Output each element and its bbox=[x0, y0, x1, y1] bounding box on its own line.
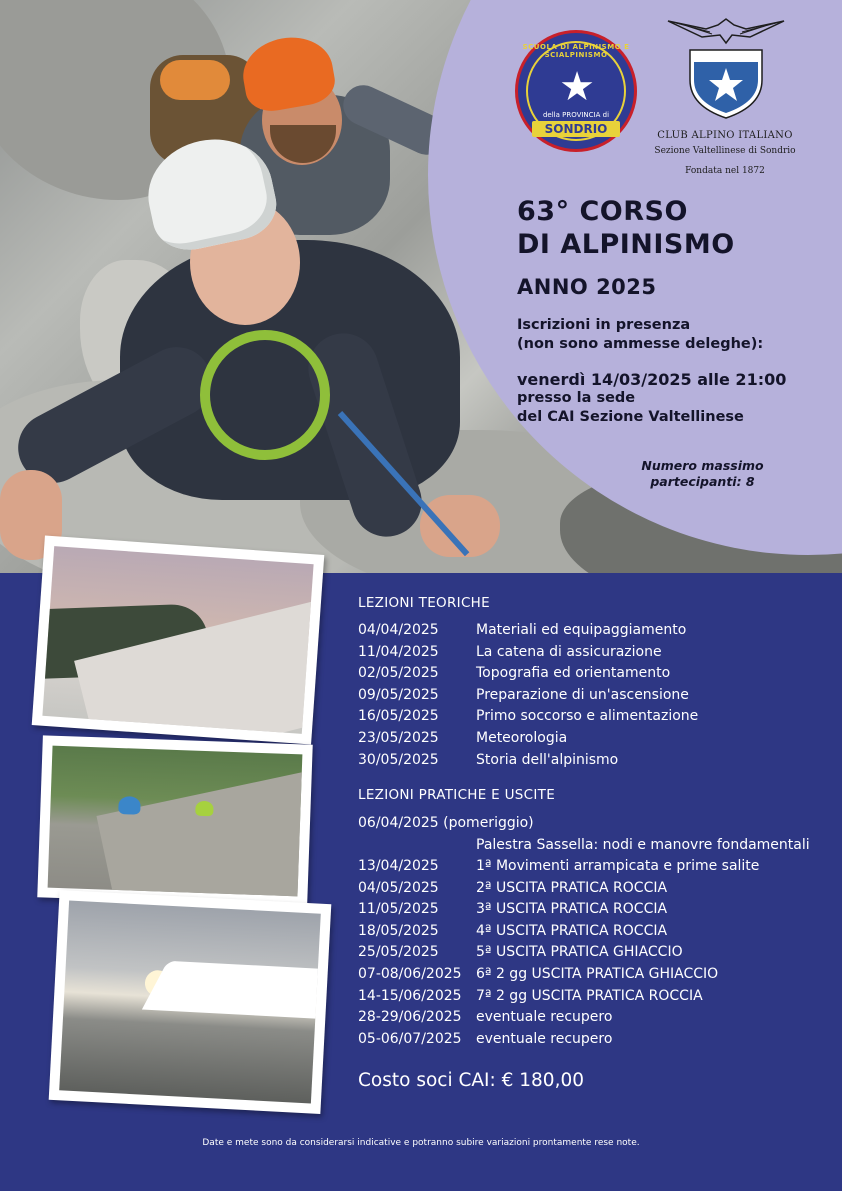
practice-heading: LEZIONI PRATICHE E USCITE bbox=[358, 787, 556, 803]
theory-date: 16/05/2025 bbox=[358, 708, 439, 725]
course-title bbox=[517, 195, 735, 261]
registration-line-2: (non sono ammesse deleghe): bbox=[517, 336, 764, 352]
practice-date: 11/05/2025 bbox=[358, 901, 439, 918]
place-line-2: del CAI Sezione Valtellinese bbox=[517, 409, 744, 425]
theory-topic: La catena di assicurazione bbox=[476, 643, 662, 660]
registration-line-1: Iscrizioni in presenza bbox=[517, 317, 691, 333]
practice-date: 05-06/07/2025 bbox=[358, 1030, 462, 1047]
photo-snow-climbers bbox=[32, 535, 325, 744]
registration-date-place bbox=[517, 370, 786, 427]
theory-row bbox=[358, 642, 662, 663]
practice-topic: eventuale recupero bbox=[476, 1030, 613, 1047]
practice-topic: 1ª Movimenti arrampicata e prime salite bbox=[476, 858, 760, 874]
theory-row bbox=[358, 620, 686, 641]
practice-date: 13/04/2025 bbox=[358, 858, 439, 874]
course-year: ANNO 2025 bbox=[517, 275, 657, 299]
photo-rock-climbers bbox=[37, 735, 312, 906]
backpack-strap bbox=[160, 60, 230, 100]
school-logo bbox=[515, 30, 637, 152]
practice-row bbox=[358, 921, 667, 942]
theory-date: 09/05/2025 bbox=[358, 686, 439, 703]
practice-topic: 7ª 2 gg USCITA PRATICA ROCCIA bbox=[476, 987, 703, 1004]
practice-row bbox=[358, 942, 683, 963]
practice-row bbox=[358, 986, 703, 1007]
title-line-2: DI ALPINISMO bbox=[517, 229, 735, 260]
max-participants-line-1: Numero massimo bbox=[641, 458, 764, 473]
practice-row bbox=[358, 1029, 612, 1050]
practice-topic: 2ª USCITA PRATICA ROCCIA bbox=[476, 879, 668, 896]
eagle-icon bbox=[666, 15, 786, 45]
theory-row bbox=[358, 706, 698, 727]
theory-topic: Materiali ed equipaggiamento bbox=[476, 622, 687, 638]
cai-name: CLUB ALPINO ITALIANO bbox=[657, 130, 793, 141]
theory-topic: Topografia ed orientamento bbox=[476, 665, 671, 682]
theory-date: 23/05/2025 bbox=[358, 730, 439, 746]
green-rope-coil bbox=[200, 330, 330, 460]
hero-photo bbox=[0, 0, 842, 573]
place-line-1: presso la sede bbox=[517, 390, 636, 406]
practice-row bbox=[358, 856, 759, 877]
cost-label: Costo soci CAI: € 180,00 bbox=[358, 1070, 585, 1091]
school-logo-text: SCUOLA DI ALPINISMO E SCIALPINISMO bbox=[522, 43, 630, 59]
footer-note: Date e mete sono da considerarsi indicative e potranno subire variazioni prontamente rese note. bbox=[202, 1138, 640, 1148]
theory-row bbox=[358, 663, 670, 684]
theory-date: 02/05/2025 bbox=[358, 665, 439, 682]
practice-date: 25/05/2025 bbox=[358, 944, 439, 961]
theory-topic: Meteorologia bbox=[476, 730, 568, 746]
practice-row bbox=[358, 878, 667, 899]
practice-topic: 3ª USCITA PRATICA ROCCIA bbox=[476, 901, 668, 918]
practice-date: 14-15/06/2025 bbox=[358, 987, 462, 1004]
practice-topic: 5ª USCITA PRATICA GHIACCIO bbox=[476, 944, 683, 961]
theory-topic: Primo soccorso e alimentazione bbox=[476, 708, 699, 725]
practice-topic: 6ª 2 gg USCITA PRATICA GHIACCIO bbox=[476, 966, 719, 982]
practice-first-topic: Palestra Sassella: nodi e manovre fondamentali bbox=[476, 837, 810, 853]
practice-first-date: 06/04/2025 (pomeriggio) bbox=[358, 815, 534, 831]
photo-glacier bbox=[49, 890, 332, 1114]
cai-founded: Fondata nel 1872 bbox=[685, 166, 765, 176]
practice-date: 07-08/06/2025 bbox=[358, 966, 462, 982]
title-line-1: 63° CORSO bbox=[517, 196, 688, 227]
theory-topic: Storia dell'alpinismo bbox=[476, 751, 619, 768]
practice-row bbox=[358, 964, 718, 985]
practice-row bbox=[358, 899, 667, 920]
theory-date: 30/05/2025 bbox=[358, 751, 439, 768]
theory-row bbox=[358, 728, 567, 749]
practice-row bbox=[358, 1007, 612, 1028]
theory-row bbox=[358, 750, 618, 771]
max-participants-line-2: partecipanti: 8 bbox=[650, 474, 755, 489]
theory-topic: Preparazione di un'ascensione bbox=[476, 686, 689, 703]
registration-info bbox=[517, 316, 763, 354]
practice-date: 28-29/06/2025 bbox=[358, 1009, 462, 1026]
school-logo-city: SONDRIO bbox=[532, 121, 620, 137]
practice-date: 18/05/2025 bbox=[358, 922, 439, 939]
theory-row bbox=[358, 685, 689, 706]
registration-date: venerdì 14/03/2025 alle 21:00 bbox=[517, 370, 787, 389]
theory-heading: LEZIONI TEORICHE bbox=[358, 595, 490, 611]
cai-section: Sezione Valtellinese di Sondrio bbox=[654, 146, 796, 156]
cai-shield-icon bbox=[686, 46, 766, 120]
practice-date: 04/05/2025 bbox=[358, 879, 439, 896]
theory-date: 04/04/2025 bbox=[358, 622, 439, 638]
practice-topic: eventuale recupero bbox=[476, 1009, 613, 1026]
max-participants bbox=[600, 458, 805, 490]
school-logo-province: della PROVINCIA di bbox=[542, 111, 610, 119]
star-icon: ★ bbox=[559, 64, 595, 110]
practice-topic: 4ª USCITA PRATICA ROCCIA bbox=[476, 922, 668, 939]
theory-date: 11/04/2025 bbox=[358, 643, 439, 660]
